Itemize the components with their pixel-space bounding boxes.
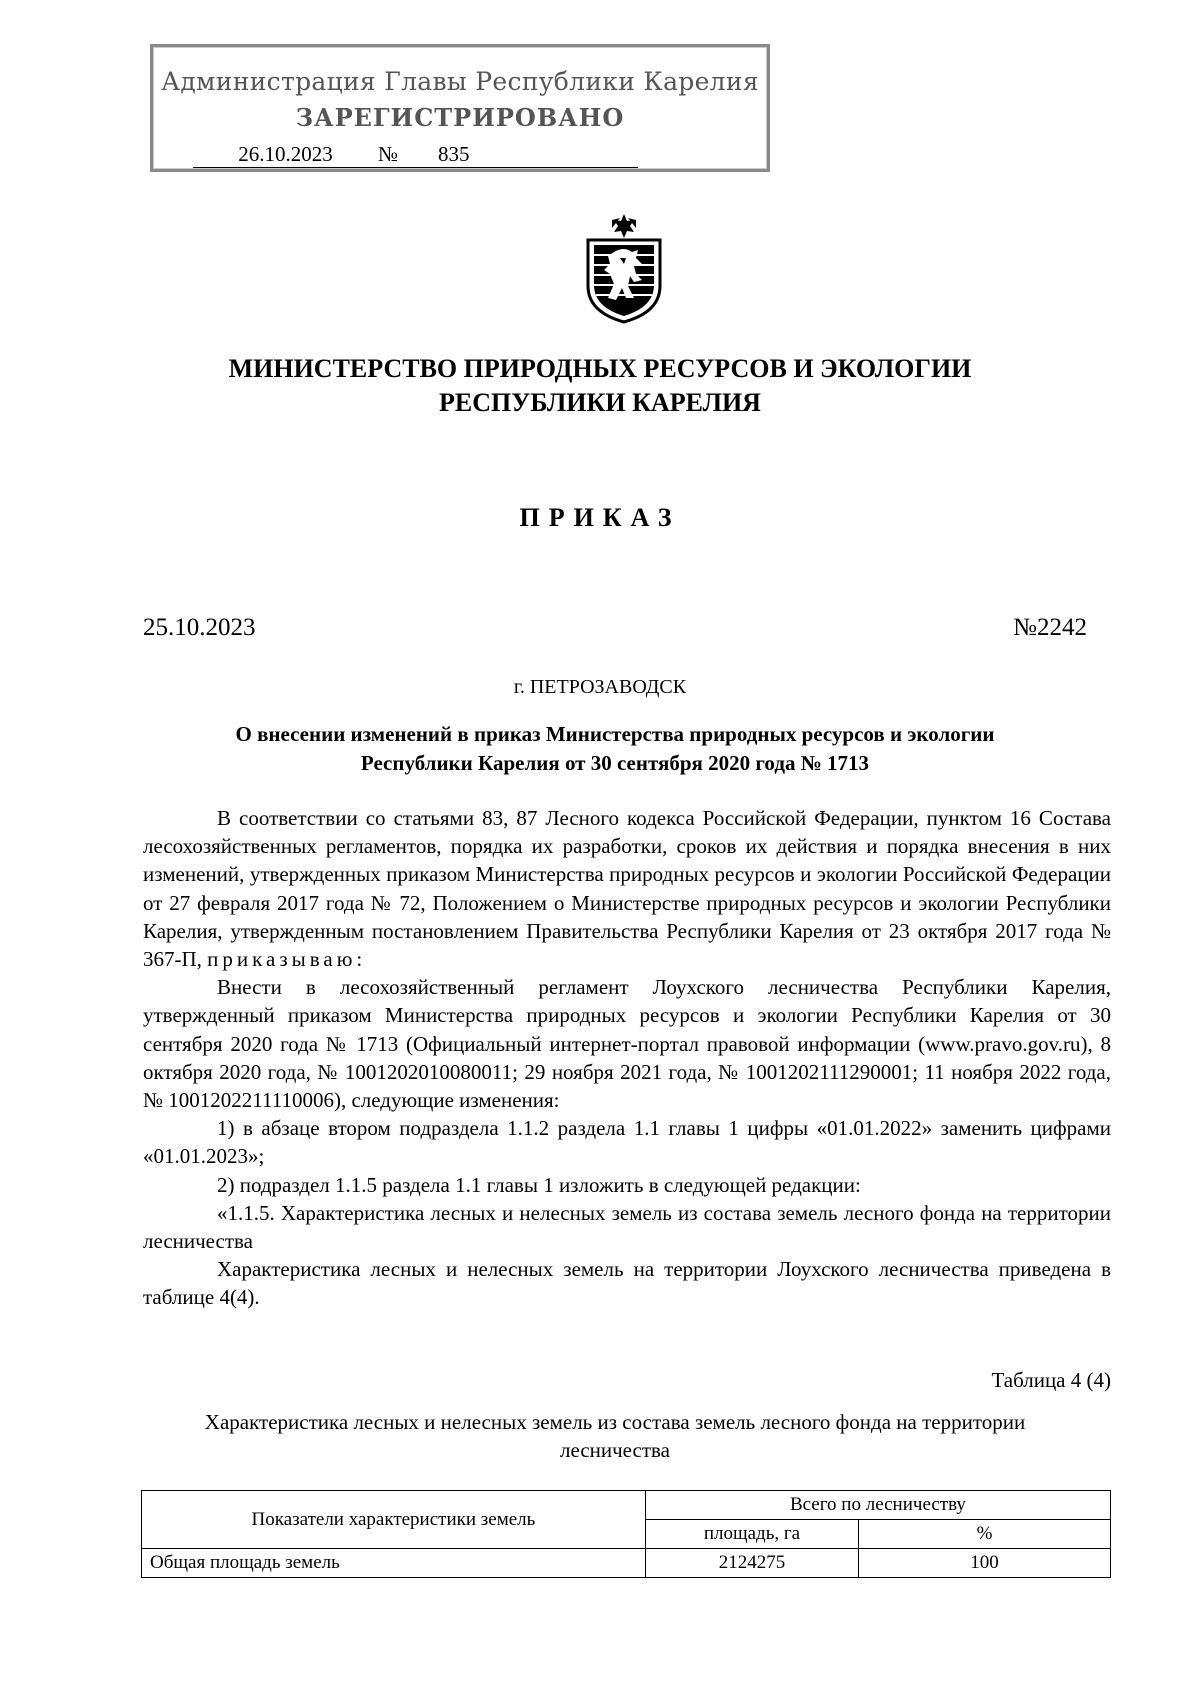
city: г. ПЕТРОЗАВОДСК (513, 676, 687, 698)
header-percent: % (859, 1520, 1111, 1549)
body-paragraph-item-2: 2) подраздел 1.1.5 раздела 1.1 главы 1 изложить в следующей редакции: (217, 1172, 861, 1197)
header-total: Всего по лесничеству (645, 1491, 1110, 1520)
header-indicator: Показатели характеристики земель (142, 1491, 646, 1549)
order-body (143, 804, 1111, 1312)
table-title (140, 1408, 1090, 1464)
stamp-number: 835 (398, 142, 638, 168)
table-label: Таблица 4 (4) (991, 1368, 1111, 1392)
ministry-line-2: РЕСПУБЛИКИ КАРЕЛИЯ (439, 388, 761, 417)
coat-of-arms-icon (584, 212, 664, 324)
row-area: 2124275 (645, 1549, 858, 1578)
order-date: 25.10.2023 (143, 614, 256, 641)
document-type: ПРИКАЗ (519, 503, 681, 532)
stamp-authority: Администрация Главы Республики Карелия (161, 67, 759, 96)
land-characteristics-table (141, 1490, 1111, 1578)
subject-line-2: Республики Карелия от 30 сентября 2020 года № 1713 (360, 751, 870, 775)
body-paragraph-preamble (143, 804, 1111, 973)
stamp-registered: ЗАРЕГИСТРИРОВАНО (295, 103, 625, 132)
row-name: Общая площадь земель (142, 1549, 646, 1578)
table-row (142, 1549, 1111, 1578)
body-paragraph-item-1: 1) в абзаце втором подраздела 1.1.2 раздела 1.1 главы 1 цифры «01.01.2022» заменить цифрами «01.01.2023»; (143, 1116, 1111, 1169)
ministry-name (0, 352, 1200, 420)
stamp-number-sign: № (378, 142, 399, 166)
order-number: №2242 (1013, 614, 1087, 641)
stamp-registration-line (193, 142, 638, 168)
header-area: площадь, га (645, 1520, 858, 1549)
table-header-row-1 (142, 1491, 1111, 1520)
body-paragraph-table-ref: Характеристика лесных и нелесных земель на территории Лоухского лесничества приведена в таблице 4(4). (143, 1257, 1111, 1310)
order-subject (140, 720, 1090, 778)
prikazyvayu-word: приказываю: (207, 947, 367, 972)
table-title-line-1: Характеристика лесных и нелесных земель из состава земель лесного фонда на территории (204, 1410, 1026, 1434)
row-percent: 100 (859, 1549, 1111, 1578)
ministry-line-1: МИНИСТЕРСТВО ПРИРОДНЫХ РЕСУРСОВ И ЭКОЛОГИИ (228, 354, 972, 383)
registration-stamp (150, 44, 770, 172)
preamble-text: В соответствии со статьями 83, 87 Лесного кодекса Российской Федерации, пунктом 16 Состава лесохозяйственных регламентов, порядка их разработки, сроков их действия и порядка внесения в них изменений, утвержденных приказом Министерства природных ресурсов и экологии Российской Федерации от 27 февраля 2017 года № 72, Положением о Министерстве природных ресурсов и экологии Республики Карелия, утвержденным постановлением Правительства Республики Карелия от 23 октября 2017 года № 367-П, (143, 806, 1111, 972)
body-paragraph-subsection: «1.1.5. Характеристика лесных и нелесных земель из состава земель лесного фонда на территории лесничества (143, 1200, 1111, 1254)
stamp-date: 26.10.2023 (193, 142, 378, 168)
body-paragraph-amend: Внести в лесохозяйственный регламент Лоухского лесничества Республики Карелия, утвержденный приказом Министерства природных ресурсов и экологии Республики Карелия от 30 сентября 2020 года № 1713 (Официальный интернет-портал правовой информации (www.pravo.gov.ru), 8 октября 2020 года, № 1001202010080011; 29 ноября 2021 года, № 1001202111290001; 11 ноября 2022 года, № 1001202211110006), следующие изменения: (143, 975, 1111, 1113)
subject-line-1: О внесении изменений в приказ Министерства природных ресурсов и экологии (235, 722, 995, 746)
table-title-line-2: лесничества (560, 1438, 670, 1462)
